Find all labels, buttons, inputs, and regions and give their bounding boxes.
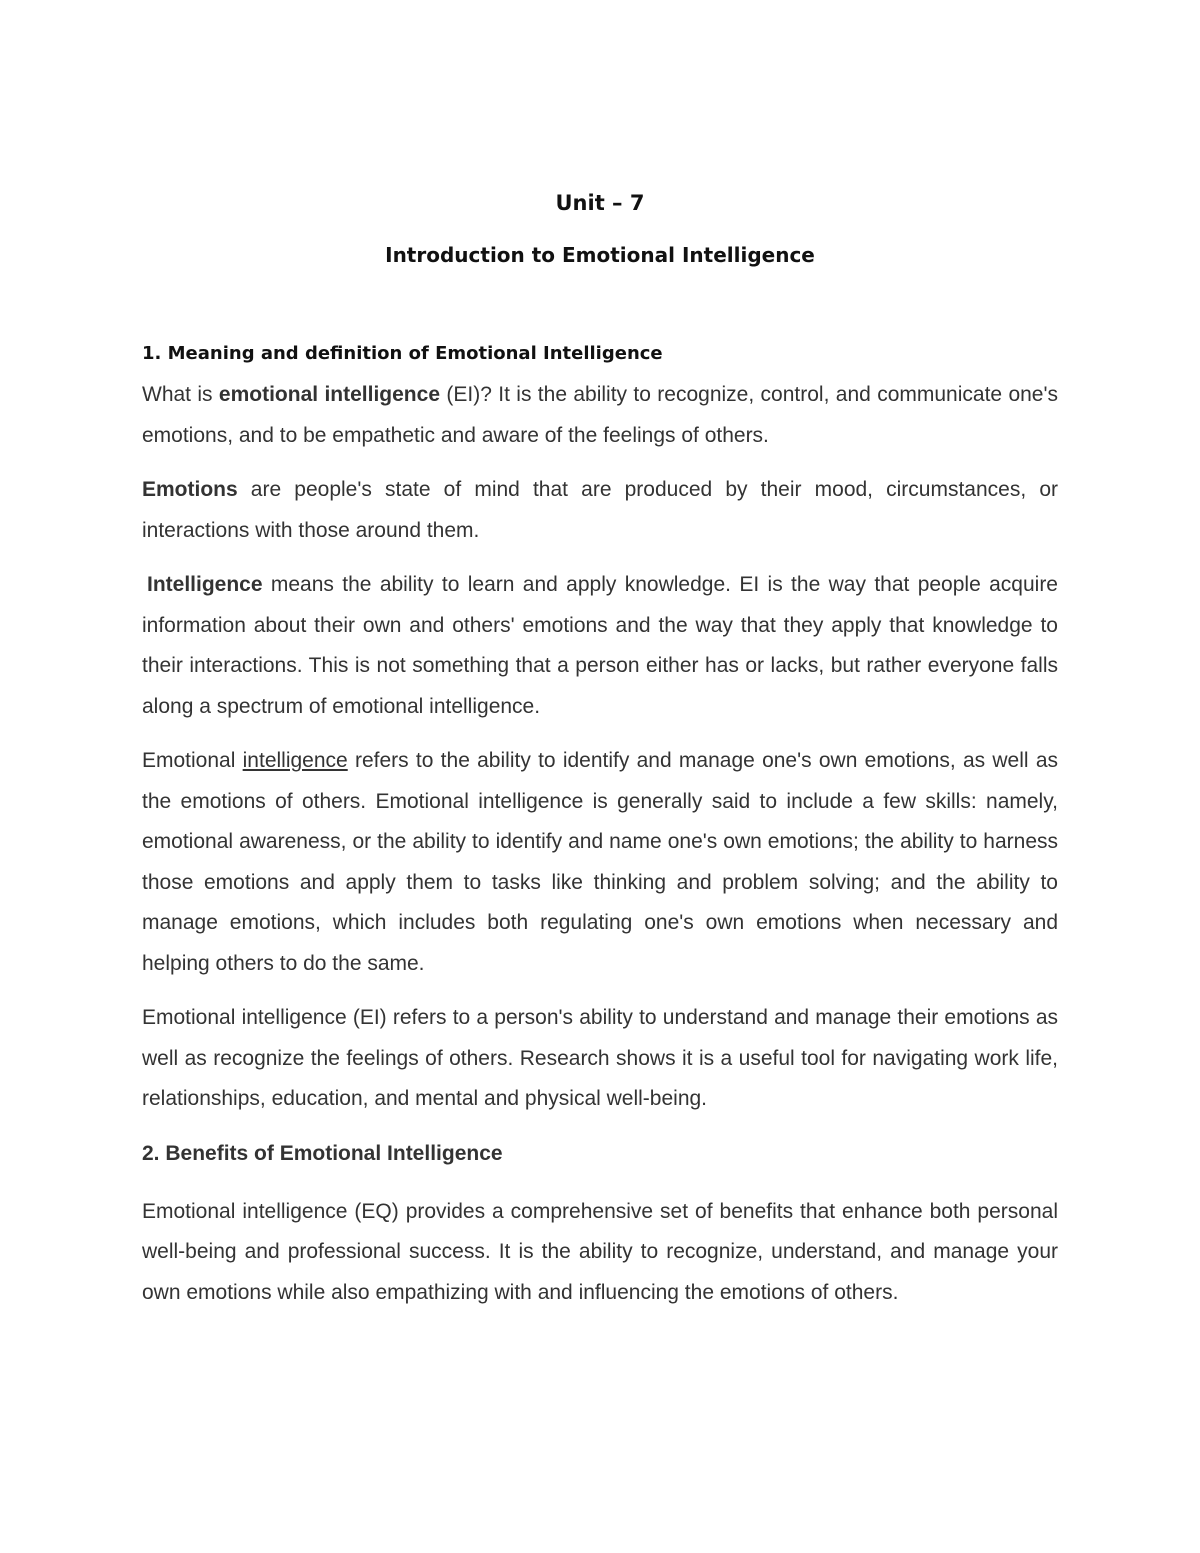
document-body [142,335,1058,1327]
text-run: Emotional [142,749,243,772]
text-run: are people's state of mind that are produced by their mood, circumstances, or interactions with those around them. [142,478,1058,542]
document-page [142,0,1058,1553]
paragraph-ei-research: Emotional intelligence (EI) refers to a person's ability to understand and manage their emotions as well as recognize the feelings of others. Research shows it is a useful tool for navigating work life, relationships, education, and mental and physical well-being. [142,1006,1058,1110]
underlined-term: intelligence [242,749,348,772]
section-heading-meaning: 1. Meaning and definition of Emotional Intelligence [142,343,663,364]
paragraph-benefits: Emotional intelligence (EQ) provides a comprehensive set of benefits that enhance both personal well-being and professional success. It is the ability to recognize, understand, and manage your own emotions while also empathizing with and influencing the emotions of others. [142,1199,1058,1304]
document-title: Introduction to Emotional Intelligence [385,243,815,267]
text-run: means the ability to learn and apply knowledge. EI is the way that people acquire information about their own and others' emotions and the way that they apply that knowledge to their interactions. This is not something that a person either has or lacks, but rather everyone falls along a spectrum of emotional intelligence. [142,573,1058,718]
bold-term: Emotions [142,478,238,501]
unit-title: Unit – 7 [555,191,645,215]
paragraph-emotions [142,470,1058,551]
text-run: What is [142,383,219,406]
text-run: (EI)? It is the ability to recognize, control, and communicate one's emotions, and to be empathetic and aware of the feelings of others. [142,383,1058,447]
text-run: refers to the ability to identify and manage one's own emotions, as well as the emotions of others. Emotional intelligence is generally said to include a few skills: namely, emotional awareness, or the ability to identify and name one's own emotions; the ability to harness those emotions and apply them to tasks like thinking and problem solving; and the ability to manage emotions, which includes both regulating one's own emotions when necessary and helping others to do the same. [142,749,1058,975]
section-heading-benefits: 2. Benefits of Emotional Intelligence [142,1141,503,1165]
paragraph-intelligence [142,565,1058,727]
bold-term: emotional intelligence [218,383,440,406]
bold-term: Intelligence [147,573,263,596]
paragraph-what-is-ei [142,375,1058,456]
paragraph-ei-refers [142,741,1058,984]
